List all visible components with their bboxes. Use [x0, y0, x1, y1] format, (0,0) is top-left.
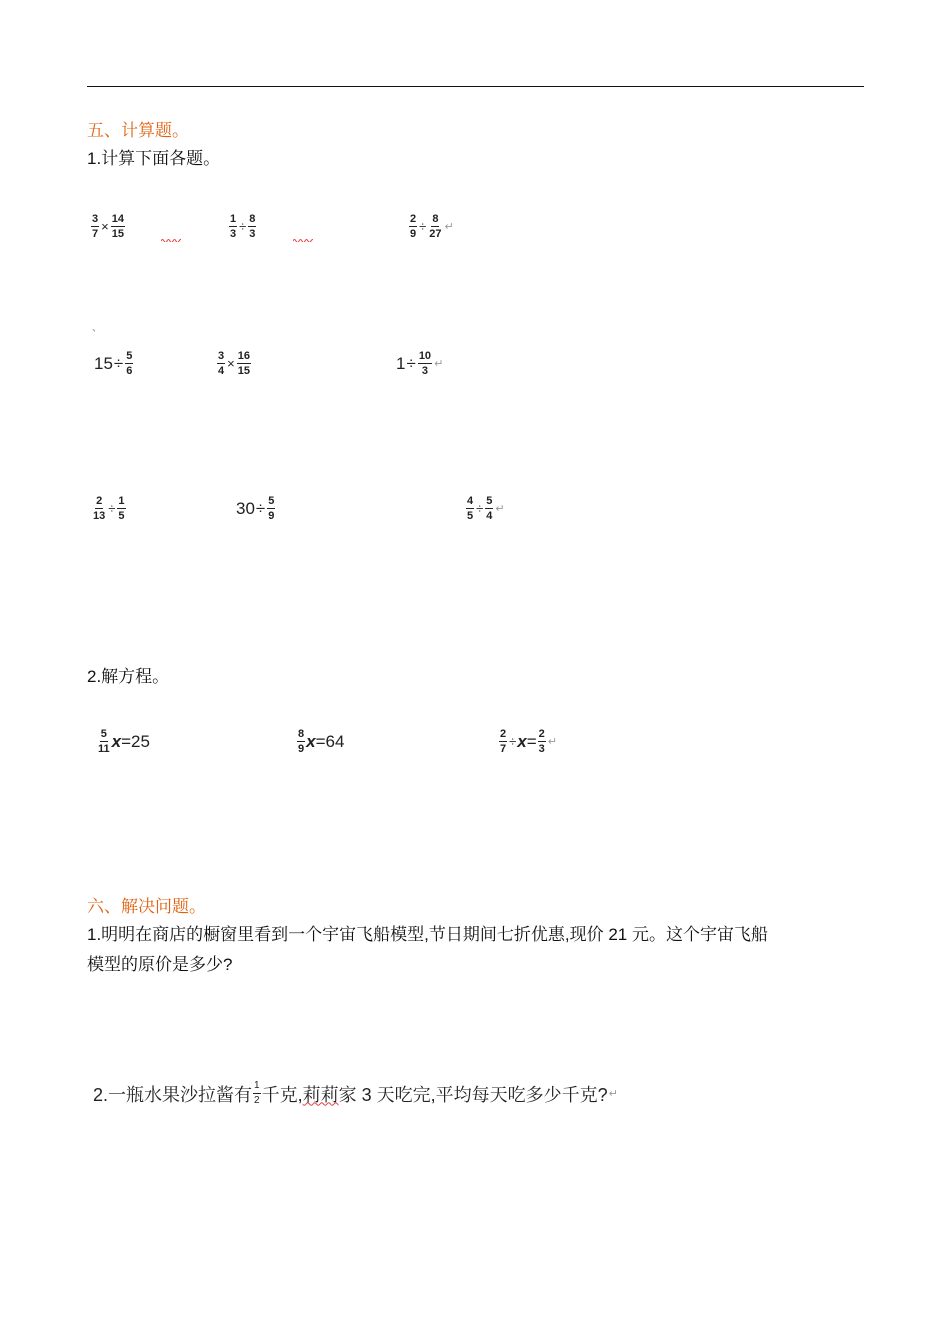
return-mark: ↵: [434, 358, 444, 370]
fraction: $\frac{2}{13}$: [93, 495, 106, 522]
section-heading-problems: 六、解决问题。: [87, 897, 206, 916]
operator: ÷: [255, 498, 266, 518]
variable-x: x: [306, 731, 316, 751]
fraction: $\frac{4}{5}$: [467, 495, 474, 522]
fraction: $\frac{5}{9}$: [268, 495, 275, 522]
fraction: $\frac{8}{27}$: [429, 213, 442, 240]
equation-3: [498, 728, 557, 755]
fraction: $\frac{1}{3}$: [230, 213, 237, 240]
fraction: $\frac{2}{7}$: [500, 728, 507, 755]
fraction: $\frac{1}{5}$: [118, 495, 125, 522]
calc-expression-2: [228, 213, 257, 240]
variable-x: x: [111, 731, 122, 751]
return-mark: ↵: [444, 221, 454, 233]
fraction: $\frac{8}{3}$: [249, 213, 256, 240]
stray-mark: 、: [92, 323, 102, 334]
spellcheck-squiggle: [293, 238, 313, 242]
operator: ÷: [406, 353, 416, 373]
operator: ÷: [108, 501, 116, 516]
fraction: $\frac{1}{2}$: [254, 1080, 260, 1106]
fraction: $\frac{2}{3}$: [538, 728, 545, 755]
problem-2-name: 莉莉: [302, 1084, 339, 1105]
fraction: $\frac{3}{7}$: [92, 213, 99, 240]
operator: ÷: [419, 219, 427, 234]
calc-expression-5: [216, 350, 252, 377]
equation-rhs: =25: [121, 731, 150, 751]
variable-x: x: [517, 731, 527, 751]
fraction: $\frac{5}{11}$: [98, 728, 110, 755]
equals-sign: =: [526, 731, 537, 751]
operator: ÷: [239, 219, 247, 234]
equation-rhs: =64: [315, 731, 345, 751]
fraction: $\frac{14}{15}$: [111, 213, 124, 240]
fraction: $\frac{2}{9}$: [410, 213, 417, 240]
calc-expression-4: [94, 350, 134, 377]
problem-2-unit: 千克,: [261, 1084, 303, 1105]
return-mark: ↵: [495, 503, 505, 515]
operator: ÷: [476, 501, 484, 516]
fraction: $\frac{5}{4}$: [486, 495, 493, 522]
top-rule: [87, 86, 864, 87]
operator: ×: [101, 219, 109, 234]
question-label-equations: 2.解方程。: [87, 667, 170, 686]
problem-2-suffix: 家 3 天吃完,平均每天吃多少千克?: [338, 1084, 608, 1105]
whole-number: 30: [236, 498, 255, 518]
problem-1-line-1: 1.明明在商店的橱窗里看到一个宇宙飞船模型,节日期间七折优惠,现价 21 元。这个宇宙飞船: [87, 925, 768, 944]
operator: ×: [227, 356, 235, 371]
whole-number: 15: [94, 353, 113, 373]
calc-expression-1: [90, 213, 126, 240]
fraction: $\frac{10}{3}$: [418, 350, 432, 377]
return-mark: ↵: [608, 1088, 618, 1100]
equation-1: [96, 728, 150, 755]
fraction: $\frac{3}{4}$: [218, 350, 225, 377]
question-label-calculate: 1.计算下面各题。: [87, 149, 221, 168]
calc-expression-8: [236, 495, 276, 522]
whole-number: 1: [396, 353, 406, 373]
operator: ÷: [509, 734, 517, 749]
operator: ÷: [113, 353, 124, 373]
fraction: $\frac{8}{9}$: [298, 728, 305, 755]
problem-1-line-2: 模型的原价是多少?: [87, 955, 233, 974]
problem-2-prefix: 2.一瓶水果沙拉酱有: [93, 1084, 253, 1105]
calc-expression-3: [408, 213, 454, 240]
return-mark: ↵: [547, 736, 558, 748]
equation-2: [296, 728, 344, 755]
spellcheck-squiggle: [161, 238, 181, 242]
fraction: $\frac{16}{15}$: [237, 350, 250, 377]
calc-expression-7: [91, 495, 127, 522]
calc-expression-6: [396, 350, 443, 377]
problem-2: [93, 1080, 618, 1107]
fraction: $\frac{5}{6}$: [126, 350, 133, 377]
section-heading-calculation: 五、计算题。: [87, 121, 189, 140]
calc-expression-9: [465, 495, 505, 522]
